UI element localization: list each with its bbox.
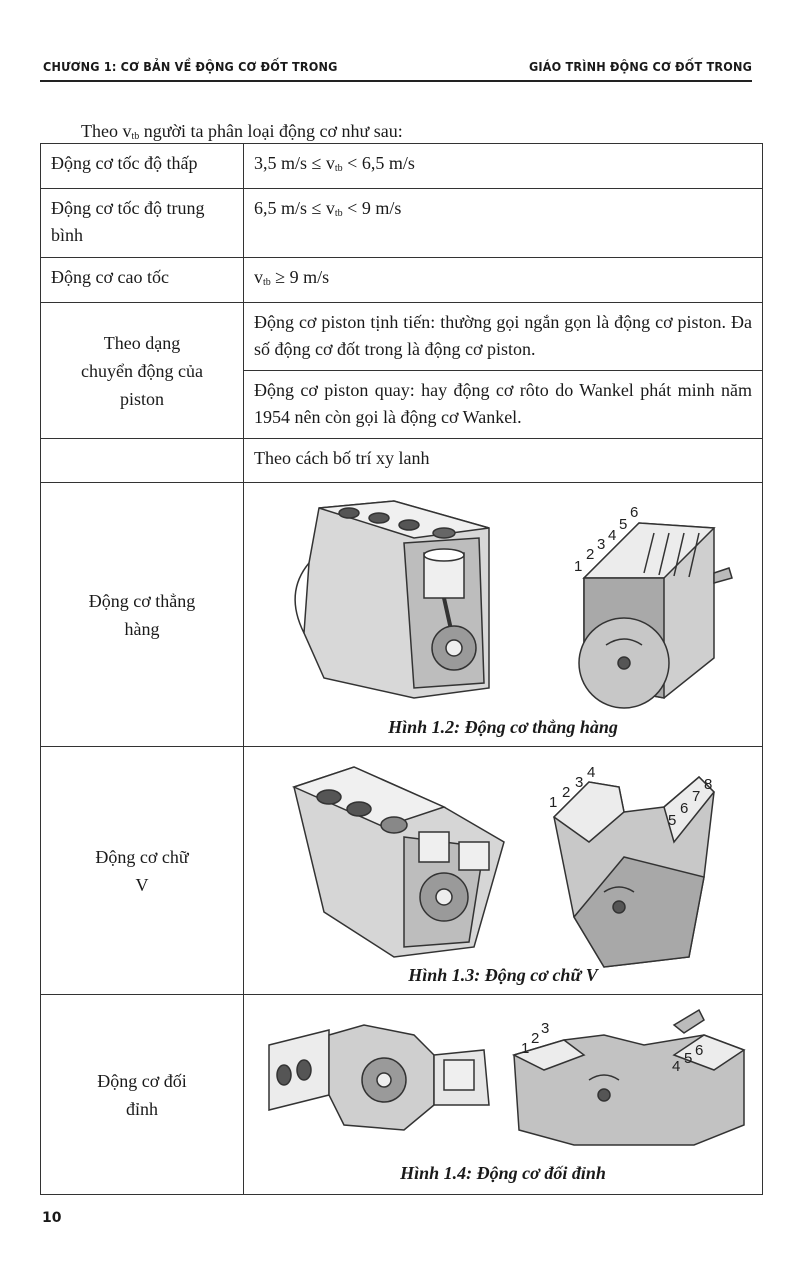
opposed-engine-figure xyxy=(244,995,763,1195)
row-value: $v_{tb} \ge 9$ m/s xyxy=(244,258,763,303)
svg-text:3: 3 xyxy=(575,774,584,791)
book-title: GIÁO TRÌNH ĐỘNG CƠ ĐỐT TRONG xyxy=(528,59,752,74)
rotary-engine-text: Động cơ piston quay: hay động cơ rôto do Wankel phát minh năm 1954 nên còn gọi là động cơ Wankel. xyxy=(244,371,763,439)
figure-caption: Hình 1.2: Động cơ thẳng hàng xyxy=(388,717,618,737)
running-header xyxy=(40,54,752,82)
row-label: Động cơ tốc độ trung bình xyxy=(41,189,244,258)
svg-text:1: 1 xyxy=(574,558,583,575)
inline-engine-figure xyxy=(244,483,763,747)
piston-motion-label: Theo dạng chuyển động của piston xyxy=(41,303,244,439)
chapter-title: CHƯƠNG 1: CƠ BẢN VỀ ĐỘNG CƠ ĐỐT TRONG xyxy=(43,59,338,74)
table-row xyxy=(41,439,763,483)
svg-text:5: 5 xyxy=(619,516,628,533)
empty-cell xyxy=(41,439,244,483)
svg-text:7: 7 xyxy=(692,788,701,805)
row-label: Động cơ cao tốc xyxy=(41,258,244,303)
svg-text:6: 6 xyxy=(680,800,689,817)
table-row xyxy=(41,189,763,258)
svg-text:5: 5 xyxy=(684,1050,693,1067)
svg-text:5: 5 xyxy=(668,812,677,829)
v-engine-label: Động cơ chữ V xyxy=(41,747,244,995)
inline-engine-illustration xyxy=(244,483,762,747)
inline-engine-label: Động cơ thẳng hàng xyxy=(41,483,244,747)
engine-classification-table xyxy=(40,143,763,1195)
table-row xyxy=(41,144,763,189)
intro-subscript: tb xyxy=(131,131,140,142)
table-row xyxy=(41,303,763,371)
row-value: 6,5 $m/s \le v_{tb} < 9$ m/s xyxy=(244,189,763,258)
svg-text:1: 1 xyxy=(549,794,558,811)
svg-text:3: 3 xyxy=(597,536,606,553)
figure-caption: Hình 1.4: Động cơ đối đỉnh xyxy=(400,1163,606,1183)
table-row xyxy=(41,747,763,995)
figure-caption: Hình 1.3: Động cơ chữ V xyxy=(408,965,598,985)
v-engine-illustration xyxy=(244,747,762,995)
svg-text:4: 4 xyxy=(608,527,617,544)
page-number: 10 xyxy=(42,1210,62,1226)
reciprocating-engine-text: Động cơ piston tịnh tiến: thường gọi ngắn gọn là động cơ piston. Đa số động cơ đốt trong là động cơ piston. xyxy=(244,303,763,371)
intro-text: Theo v xyxy=(81,121,132,141)
intro-sentence xyxy=(81,121,403,142)
svg-text:3: 3 xyxy=(541,1020,550,1037)
svg-text:8: 8 xyxy=(704,776,713,793)
svg-text:2: 2 xyxy=(562,784,571,801)
v-engine-figure xyxy=(244,747,763,995)
row-label: Động cơ tốc độ thấp xyxy=(41,144,244,189)
opposed-engine-label: Động cơ đối đỉnh xyxy=(41,995,244,1195)
cylinder-layout-heading: Theo cách bố trí xy lanh xyxy=(244,439,763,483)
table-row xyxy=(41,258,763,303)
svg-text:6: 6 xyxy=(630,504,639,521)
svg-text:2: 2 xyxy=(586,546,595,563)
svg-text:4: 4 xyxy=(672,1058,681,1075)
svg-text:6: 6 xyxy=(695,1042,704,1059)
table-row xyxy=(41,483,763,747)
svg-text:4: 4 xyxy=(587,764,596,781)
svg-text:1: 1 xyxy=(521,1040,530,1057)
table-row xyxy=(41,995,763,1195)
svg-text:2: 2 xyxy=(531,1030,540,1047)
intro-text-end: người ta phân loại động cơ như sau: xyxy=(139,121,403,141)
row-value: 3,5 $m/s \le v_{tb} < 6,5$ m/s xyxy=(244,144,763,189)
